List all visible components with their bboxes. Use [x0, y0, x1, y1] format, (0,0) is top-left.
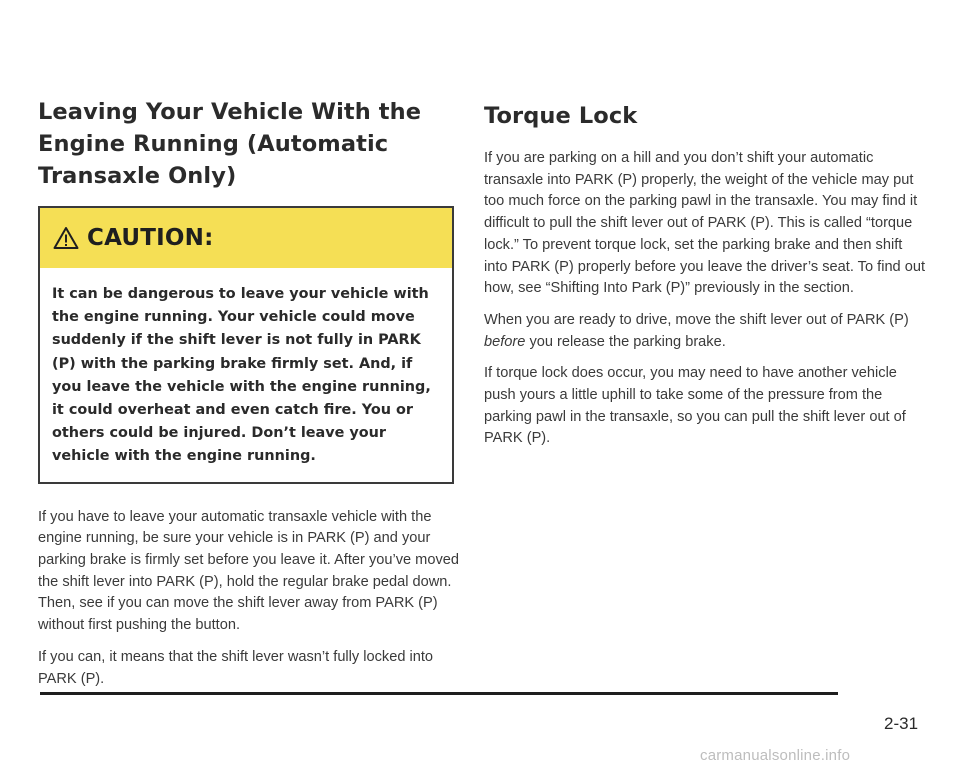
- torque-lock-paragraph-2: [484, 310, 926, 353]
- page-number: 2-31: [884, 714, 919, 733]
- paragraph-text-segment: you release the parking brake.: [525, 333, 726, 350]
- leaving-vehicle-paragraph-2: If you can, it means that the shift lever wasn’t fully locked into PARK (P).: [38, 648, 434, 687]
- paragraph-text-segment: When you are ready to drive, move the shift lever out of PARK (P): [484, 311, 909, 328]
- torque-lock-paragraph-1: If you are parking on a hill and you don’t shift your automatic transaxle into PARK (P) properly, the weight of the vehicle may put too much force on the parking pawl in the transaxle. You may find it difficult to pull the shift lever out of PARK (P). This is called “torque lock.” To prevent torque lock, set the parking brake and then shift into PARK (P) properly before you leave the driver’s seat. To find out how, see “Shifting Into Park (P)” previously in the section.: [484, 150, 926, 297]
- footer-rule: [40, 692, 838, 695]
- section-title-leaving-vehicle: Leaving Your Vehicle With the Engine Running (Automatic Transaxle Only): [38, 99, 422, 189]
- right-column: [484, 100, 926, 460]
- caution-box: [38, 206, 454, 484]
- torque-lock-paragraph-3: If torque lock does occur, you may need to have another vehicle push yours a little uphill to take some of the pressure from the parking pawl in the transaxle, so you can pull the shift lever out of PARK (P).: [484, 365, 906, 447]
- emphasis-before: before: [484, 333, 526, 350]
- caution-header: [40, 208, 452, 268]
- section-title-torque-lock: Torque Lock: [484, 103, 638, 129]
- leaving-vehicle-paragraph-1: If you have to leave your automatic transaxle vehicle with the engine running, be sure your vehicle is in PARK (P) and your parking brake is firmly set before you leave it. After you’ve moved the shift lever into PARK (P), hold the regular brake pedal down. Then, see if you can move the shift lever away from PARK (P) without first pushing the button.: [38, 508, 459, 634]
- caution-text: It can be dangerous to leave your vehicle with the engine running. Your vehicle could move suddenly if the shift lever is not fully in PARK (P) with the parking brake firmly set. And, if you leave the vehicle with the engine running, it could overheat and even catch fire. You or others could be injured. Don’t leave your vehicle with the engine running.: [52, 286, 431, 465]
- watermark: carmanualsonline.info: [700, 747, 851, 764]
- left-column: [38, 96, 460, 690]
- caution-label: CAUTION:: [87, 225, 214, 251]
- warning-triangle-icon: [53, 226, 79, 250]
